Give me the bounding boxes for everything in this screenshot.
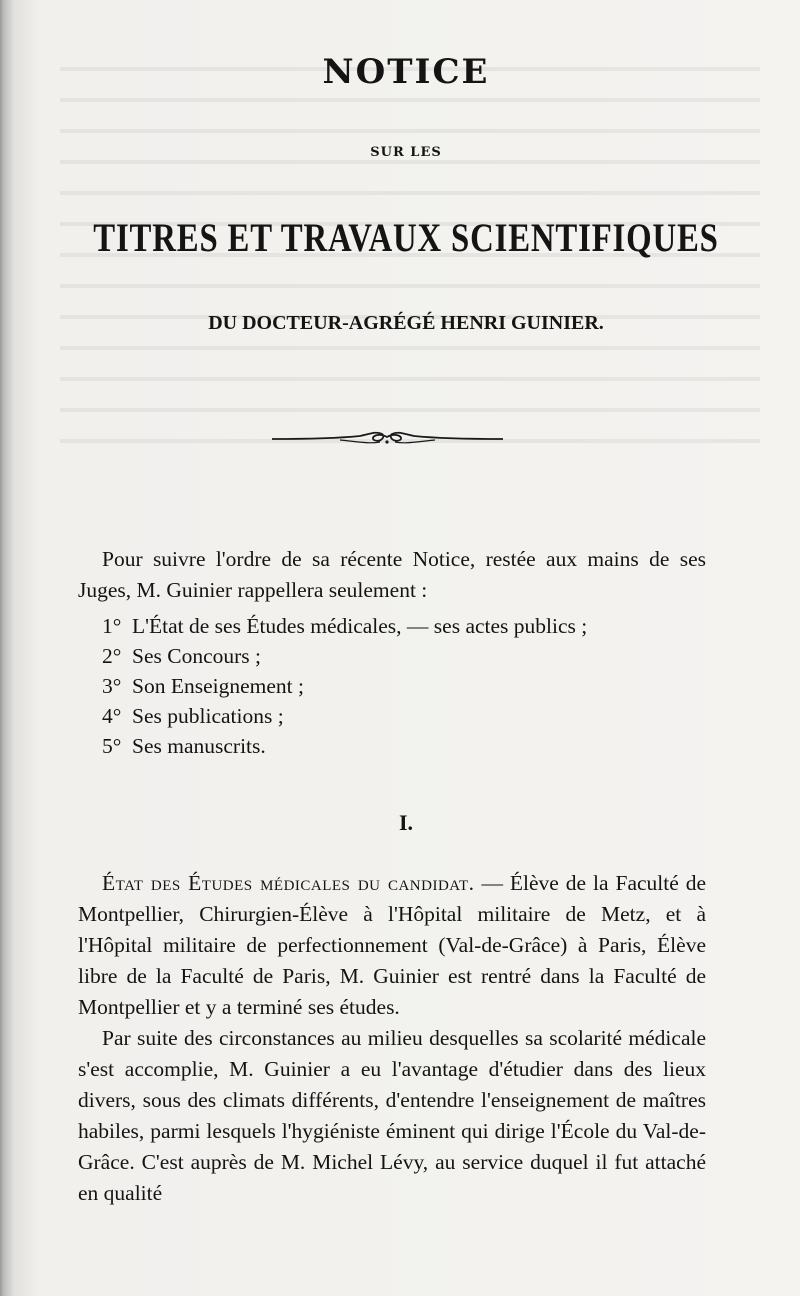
list-number: 2° <box>102 644 122 668</box>
intro-text: Pour suivre l'ordre de sa récente Notice, restée aux mains de ses Juges, M. Guinier rappellera seulement : <box>78 547 706 602</box>
list-item <box>102 641 587 671</box>
section-paragraph-1-text: — Élève de la Faculté de Montpellier, Chirurgien-Élève à l'Hôpital militaire de Metz, et à l'Hôpital militaire de perfectionnement (Val-de-Grâce) à Paris, Élève libre de la Faculté de Paris, M. Guinier est rentré dans la Faculté de Montpellier et y a terminé ses études. <box>78 871 707 1019</box>
list-text: Ses manuscrits. <box>132 734 266 758</box>
section-heading: État des Études médicales du candidat. <box>102 871 475 895</box>
list-number: 5° <box>102 734 122 758</box>
sur-les-subtitle: SUR LES <box>370 145 442 160</box>
section-body <box>78 868 706 1209</box>
author-line: DU DOCTEUR-AGRÉGÉ HENRI GUINIER. <box>208 312 604 334</box>
list-text: Ses publications ; <box>132 704 284 728</box>
list-number: 4° <box>102 704 122 728</box>
section-paragraph-1 <box>78 868 706 1023</box>
list-item <box>102 701 587 731</box>
list-item <box>102 671 587 701</box>
list-text: Son Enseignement ; <box>132 674 304 698</box>
list-item <box>102 611 587 641</box>
list-number: 3° <box>102 674 122 698</box>
titres-heading: TITRES ET TRAVAUX SCIENTIFIQUES <box>93 215 719 260</box>
section-paragraph-2: Par suite des circonstances au milieu desquelles sa scolarité médicale s'est accomplie, M. Guinier a eu l'avantage d'étudier dans des lieux divers, sous des climats différents, d'entendre l'enseignement de maîtres habiles, parmi lesquels l'hygiéniste éminent qui dirige l'École du Val-de-Grâce. C'est auprès de M. Michel Lévy, au service duquel il fut attaché en qualité <box>78 1026 706 1205</box>
list-text: L'État de ses Études médicales, — ses actes publics ; <box>132 614 588 638</box>
notice-title: NOTICE <box>322 52 490 92</box>
list-item <box>102 731 587 761</box>
ornament-divider-icon <box>270 428 505 450</box>
list-number: 1° <box>102 614 122 638</box>
topics-list <box>102 611 587 761</box>
list-text: Ses Concours ; <box>132 644 261 668</box>
intro-paragraph <box>78 544 706 606</box>
section-numeral: I. <box>398 810 414 835</box>
